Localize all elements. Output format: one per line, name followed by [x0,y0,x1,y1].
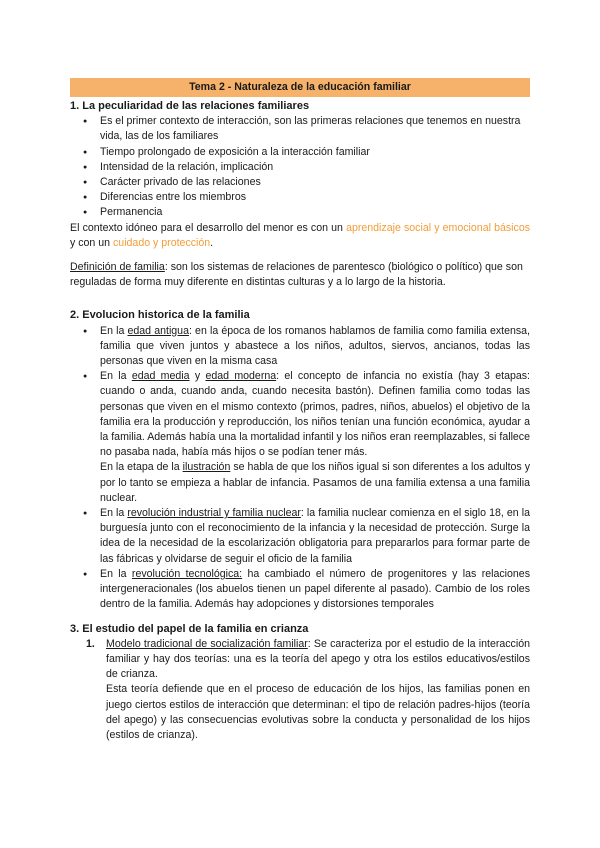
underlined-term: edad moderna [205,370,277,383]
section-3-heading: 3. El estudio del papel de la familia en crianza [70,622,309,635]
document-page [70,78,530,743]
list-item [100,506,530,567]
section-1-list [70,114,530,220]
text: : Se caracteriza por el estudio de la interacción familiar y hay dos teorías: una es la teoría del apego y otra los estilos educativos/estilos de crianza. [106,637,530,681]
sub-paragraph [100,460,530,506]
list-item: ● Es el primer contexto de interacción, son las primeras relaciones que tenemos en nuestra vida, las de los familiares [100,114,530,144]
underlined-term: ilustración [182,461,231,474]
underlined-term: Modelo tradicional de socialización familiar [106,637,308,650]
text: En la [100,370,132,383]
list-item [100,567,530,613]
section-2-list [70,324,530,613]
text: y con un [70,236,113,249]
list-item [100,324,530,370]
text: En la [100,507,128,520]
text: : la familia nuclear comienza en el siglo 18, en la burguesía junto con el reconocimiento de la infancia y la necesidad de protección. Surge la idea de la necesidad de la escolarización obligatoria para prepararlos para formar parte de las fábricas y olvidarse de seguir el oficio de la familia [100,507,530,565]
definition-paragraph [70,260,530,290]
text: . [210,236,214,249]
underlined-term: revolución tecnológica: [131,567,243,580]
text: En la etapa de la [100,461,183,474]
section-2-heading: 2. Evolucion historica de la familia [70,309,250,322]
section-3-list [70,637,530,743]
highlight-text: cuidado y protección [113,236,211,249]
highlight-text: aprendizaje social y emocional básicos [346,221,531,234]
underlined-term: revolución industrial y familia nuclear [127,507,301,520]
sub-paragraph: Esta teoría defiende que en el proceso de educación de los hijos, las familias ponen en juego ciertos estilos de interacción que determinan: el tipo de relación padres-hijos (teoría del apego) y las consecuencias evolutivas sobre la conducta y personalidad de los hijos (estilos de crianza). [106,683,530,741]
list-item: ● Diferencias entre los miembros [100,190,530,205]
list-item: ● Permanencia [100,205,530,220]
text: : en la época de los romanos hablamos de familia como familia extensa, familia que viven juntos y abastece a los niños, adultos, siervos, ancianos, todas las personas que viven en la misma casa [100,324,530,368]
document-title: Tema 2 - Naturaleza de la educación familiar [70,78,530,97]
definition-term: Definición de familia [70,261,165,274]
text: se habla de que los niños igual si son diferentes a los adultos y por lo tanto se empieza a hablar de infancia. Pasamos de una familia extensa a una familia nuclear. [100,461,530,504]
text: ha cambiado el número de progenitores y las relaciones intergeneracionales (los abuelos tienen un papel diferente al pasado). Cambio de los roles dentro de la familia. Además hay adopciones y distorsiones temporales [100,567,530,611]
text: En la [100,567,132,580]
list-item: ● Intensidad de la relación, implicación [100,160,530,175]
section-1-heading: 1. La peculiaridad de las relaciones familiares [70,100,310,112]
list-number: 1. [86,637,95,650]
list-item: ● Tiempo prolongado de exposición a la interacción familiar [100,145,530,160]
list-item [86,637,530,743]
text: El contexto idóneo para el desarrollo del menor es con un [70,221,347,234]
text: : el concepto de infancia no existía (hay 3 etapas: cuando o anda, cuando anda, cuando necesita bastón). Definen familia como todas las personas que viven en el mismo contexto (primos, padres, niños, abuelos) el objetivo de la familia era la producción y reproducción, los niños tenían una función económica, ayudar a la familia. Además había una la mortalidad infantil y los niños eran reemplazables, si fallece no pasaba nada, había más hijos o se podían tener más. [100,370,530,459]
underlined-term: edad media [131,370,190,383]
underlined-term: edad antigua [127,324,189,337]
context-paragraph [70,221,530,251]
list-item: ● Carácter privado de las relaciones [100,175,530,190]
text: y [189,370,206,383]
text: En la [100,324,128,337]
definition-text: : son los sistemas de relaciones de parentesco (biológico o político) que son reguladas de forma muy diferente en distintas culturas y a lo largo de la historia. [70,261,523,289]
list-item [100,369,530,506]
